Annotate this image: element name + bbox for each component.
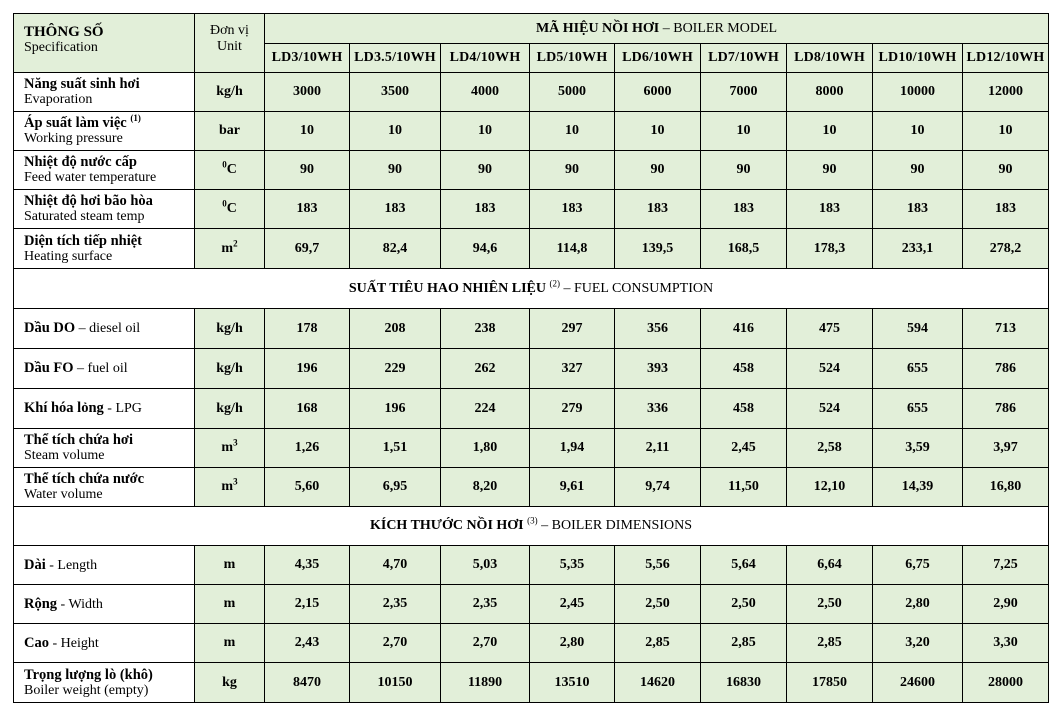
- value-cell: 2,50: [787, 585, 873, 624]
- model-header-vi: MÃ HIỆU NỒI HƠI: [535, 20, 660, 36]
- value-cell: 2,15: [265, 585, 350, 624]
- row-label-vi: [24, 471, 194, 487]
- section-dimensions: [14, 507, 1049, 546]
- unit-cell: [195, 73, 265, 112]
- value-cell: 238: [441, 309, 530, 349]
- unit-cell: [195, 112, 265, 151]
- unit-degree: 0: [222, 198, 227, 209]
- value-cell: 279: [530, 389, 615, 429]
- row-label-en: Saturated steam temp: [24, 209, 145, 224]
- unit-text: C: [226, 201, 237, 216]
- row-label-vi-text: Thể tích chứa nước: [24, 471, 145, 487]
- unit-cell: [195, 624, 265, 663]
- value-cell: 14,39: [873, 468, 963, 507]
- row-label: [14, 468, 195, 507]
- value-cell: 1,80: [441, 429, 530, 468]
- row-label-en: Evaporation: [24, 92, 93, 107]
- model-col-header: LD5/10WH: [530, 44, 615, 73]
- value-cell: 5,35: [530, 546, 615, 585]
- table-row: [14, 229, 1049, 269]
- value-cell: 233,1: [873, 229, 963, 269]
- model-header-en: – BOILER MODEL: [662, 20, 778, 36]
- value-cell: 1,51: [350, 429, 441, 468]
- row-label-vi: Rộng: [24, 595, 58, 612]
- value-cell: 90: [963, 151, 1049, 190]
- value-cell: 183: [963, 190, 1049, 229]
- value-cell: 1,94: [530, 429, 615, 468]
- value-cell: 3000: [265, 73, 350, 112]
- footnote-ref: (2): [549, 277, 560, 288]
- value-cell: 356: [615, 309, 701, 349]
- section-dimensions-cell: [14, 507, 1049, 546]
- row-label: [14, 546, 195, 585]
- value-cell: 475: [787, 309, 873, 349]
- value-cell: 183: [350, 190, 441, 229]
- value-cell: 655: [873, 349, 963, 389]
- table-row: [14, 73, 1049, 112]
- unit-cell: [195, 151, 265, 190]
- value-cell: 90: [350, 151, 441, 190]
- row-label-en: - Width: [60, 596, 103, 612]
- row-label-vi-text: Áp suất làm việc: [24, 115, 127, 131]
- row-label-en: Working pressure: [24, 131, 123, 146]
- row-label-vi: [24, 193, 194, 209]
- row-label-vi: Cao: [24, 634, 49, 651]
- value-cell: 5,56: [615, 546, 701, 585]
- value-cell: 14620: [615, 663, 701, 703]
- row-label-vi: [24, 76, 194, 92]
- value-cell: 393: [615, 349, 701, 389]
- unit-cell: [195, 190, 265, 229]
- row-label-en: - LPG: [107, 401, 142, 416]
- row-label: [14, 349, 195, 389]
- table-row: [14, 112, 1049, 151]
- value-cell: 183: [701, 190, 787, 229]
- row-label-vi: [24, 667, 194, 683]
- row-label-vi-text: Thể tích chứa hơi: [24, 432, 133, 448]
- value-cell: 5,03: [441, 546, 530, 585]
- row-label-vi: [24, 115, 194, 131]
- value-cell: 2,85: [701, 624, 787, 663]
- unit-cell: [195, 585, 265, 624]
- value-cell: 2,80: [873, 585, 963, 624]
- unit-degree: 0: [222, 159, 227, 170]
- value-cell: 2,11: [615, 429, 701, 468]
- value-cell: 178: [265, 309, 350, 349]
- model-col-header: LD12/10WH: [963, 44, 1049, 73]
- value-cell: 524: [787, 389, 873, 429]
- row-label-vi-text: Nhiệt độ nước cấp: [24, 154, 137, 170]
- value-cell: 12,10: [787, 468, 873, 507]
- value-cell: 297: [530, 309, 615, 349]
- value-cell: 786: [963, 349, 1049, 389]
- value-cell: 416: [701, 309, 787, 349]
- unit-text: bar: [219, 123, 240, 138]
- table-row: [14, 151, 1049, 190]
- value-cell: 2,85: [615, 624, 701, 663]
- row-label-en: Feed water temperature: [24, 170, 157, 185]
- row-label-vi-text: Năng suất sinh hơi: [24, 76, 140, 92]
- unit-cell: [195, 663, 265, 703]
- footnote-ref: (3): [527, 515, 538, 526]
- value-cell: 3,20: [873, 624, 963, 663]
- unit-text: m: [221, 240, 234, 256]
- model-col-header: LD7/10WH: [701, 44, 787, 73]
- value-cell: 183: [615, 190, 701, 229]
- table-body: [14, 14, 1049, 703]
- value-cell: 2,70: [441, 624, 530, 663]
- value-cell: 183: [873, 190, 963, 229]
- row-label-en: – diesel oil: [78, 321, 141, 336]
- value-cell: 2,85: [787, 624, 873, 663]
- value-cell: 183: [530, 190, 615, 229]
- value-cell: 8470: [265, 663, 350, 703]
- spec-header-vi: THÔNG SỐ: [24, 24, 104, 40]
- value-cell: 5000: [530, 73, 615, 112]
- value-cell: 90: [530, 151, 615, 190]
- value-cell: 2,43: [265, 624, 350, 663]
- row-label: [14, 624, 195, 663]
- row-label-vi: Dầu DO: [24, 320, 76, 336]
- value-cell: 9,74: [615, 468, 701, 507]
- value-cell: 458: [701, 349, 787, 389]
- value-cell: 90: [787, 151, 873, 190]
- value-cell: 10: [265, 112, 350, 151]
- table-row: [14, 585, 1049, 624]
- value-cell: 28000: [963, 663, 1049, 703]
- value-cell: 183: [787, 190, 873, 229]
- unit-cell: [195, 389, 265, 429]
- row-label: [14, 229, 195, 269]
- value-cell: 10: [615, 112, 701, 151]
- value-cell: 10: [350, 112, 441, 151]
- value-cell: 11,50: [701, 468, 787, 507]
- value-cell: 336: [615, 389, 701, 429]
- value-cell: 2,80: [530, 624, 615, 663]
- unit-text: kg/h: [216, 320, 243, 336]
- row-label: [14, 190, 195, 229]
- value-cell: 10: [441, 112, 530, 151]
- unit-text: kg: [222, 674, 237, 690]
- unit-exponent: 2: [233, 237, 238, 248]
- model-col-header: LD3/10WH: [265, 44, 350, 73]
- unit-text: kg/h: [216, 400, 243, 416]
- unit-text: m: [223, 635, 236, 650]
- value-cell: 10: [787, 112, 873, 151]
- model-header-cell: [265, 14, 1049, 44]
- value-cell: 7000: [701, 73, 787, 112]
- value-cell: 2,70: [350, 624, 441, 663]
- unit-cell: [195, 229, 265, 269]
- value-cell: 7,25: [963, 546, 1049, 585]
- value-cell: 278,2: [963, 229, 1049, 269]
- value-cell: 4000: [441, 73, 530, 112]
- value-cell: 10: [873, 112, 963, 151]
- model-col-header: LD3.5/10WH: [350, 44, 441, 73]
- unit-text: kg/h: [216, 84, 243, 99]
- unit-header-en: Unit: [217, 39, 242, 54]
- unit-text: m: [221, 440, 234, 455]
- value-cell: 10: [530, 112, 615, 151]
- row-label-en: – fuel oil: [77, 361, 128, 376]
- row-label-vi-text: Trọng lượng lò (khô): [24, 666, 153, 683]
- row-label-vi: [24, 432, 194, 448]
- value-cell: 168,5: [701, 229, 787, 269]
- value-cell: 10: [963, 112, 1049, 151]
- unit-cell: [195, 468, 265, 507]
- value-cell: 90: [701, 151, 787, 190]
- unit-text: C: [226, 162, 237, 177]
- value-cell: 10150: [350, 663, 441, 703]
- value-cell: 2,45: [530, 585, 615, 624]
- table-row: [14, 429, 1049, 468]
- row-label-vi-text: Nhiệt độ hơi bão hòa: [24, 193, 153, 209]
- value-cell: 196: [350, 389, 441, 429]
- row-label-en: Heating surface: [24, 248, 113, 264]
- section-fuel: [14, 269, 1049, 309]
- unit-cell: [195, 429, 265, 468]
- row-label-vi-text: Diện tích tiếp nhiệt: [24, 232, 143, 249]
- unit-cell: [195, 309, 265, 349]
- row-label: [14, 73, 195, 112]
- row-label-en: - Height: [52, 635, 99, 651]
- value-cell: 458: [701, 389, 787, 429]
- table-row: [14, 349, 1049, 389]
- value-cell: 594: [873, 309, 963, 349]
- value-cell: 82,4: [350, 229, 441, 269]
- value-cell: 6000: [615, 73, 701, 112]
- table-row: [14, 389, 1049, 429]
- row-label-en: Boiler weight (empty): [24, 682, 149, 698]
- value-cell: 524: [787, 349, 873, 389]
- value-cell: 2,50: [701, 585, 787, 624]
- row-label: [14, 585, 195, 624]
- table-row: [14, 190, 1049, 229]
- table-row: [14, 309, 1049, 349]
- value-cell: 5,60: [265, 468, 350, 507]
- row-label-vi: Dài: [24, 556, 46, 573]
- row-label-vi: [24, 154, 194, 170]
- value-cell: 24600: [873, 663, 963, 703]
- row-label: [14, 112, 195, 151]
- model-col-header: LD10/10WH: [873, 44, 963, 73]
- row-label: [14, 151, 195, 190]
- value-cell: 168: [265, 389, 350, 429]
- value-cell: 11890: [441, 663, 530, 703]
- value-cell: 2,50: [615, 585, 701, 624]
- unit-header-cell: [195, 14, 265, 73]
- value-cell: 139,5: [615, 229, 701, 269]
- unit-cell: [195, 546, 265, 585]
- value-cell: 713: [963, 309, 1049, 349]
- value-cell: 3,30: [963, 624, 1049, 663]
- value-cell: 183: [441, 190, 530, 229]
- table-row: [14, 468, 1049, 507]
- spec-header-cell: [14, 14, 195, 73]
- value-cell: 655: [873, 389, 963, 429]
- row-label-vi: Khí hóa lỏng: [24, 400, 104, 416]
- row-label-en: Water volume: [24, 487, 103, 502]
- unit-text: kg/h: [216, 360, 243, 376]
- unit-exponent: 3: [233, 437, 238, 448]
- value-cell: 90: [265, 151, 350, 190]
- value-cell: 12000: [963, 73, 1049, 112]
- table-row: [14, 663, 1049, 703]
- value-cell: 6,95: [350, 468, 441, 507]
- value-cell: 224: [441, 389, 530, 429]
- unit-text: m: [223, 596, 236, 611]
- model-col-header: LD4/10WH: [441, 44, 530, 73]
- unit-cell: [195, 349, 265, 389]
- value-cell: 10: [701, 112, 787, 151]
- value-cell: 327: [530, 349, 615, 389]
- value-cell: 2,45: [701, 429, 787, 468]
- value-cell: 786: [963, 389, 1049, 429]
- value-cell: 4,70: [350, 546, 441, 585]
- value-cell: 90: [615, 151, 701, 190]
- unit-header-vi: Đơn vị: [210, 23, 249, 38]
- row-label-en: Steam volume: [24, 448, 105, 463]
- section-fuel-en: – FUEL CONSUMPTION: [563, 280, 714, 296]
- value-cell: 1,26: [265, 429, 350, 468]
- value-cell: 262: [441, 349, 530, 389]
- value-cell: 8000: [787, 73, 873, 112]
- value-cell: 13510: [530, 663, 615, 703]
- value-cell: 3,59: [873, 429, 963, 468]
- unit-text: m: [221, 479, 234, 494]
- row-label: [14, 429, 195, 468]
- section-dimensions-en: – BOILER DIMENSIONS: [541, 518, 693, 533]
- value-cell: 2,35: [441, 585, 530, 624]
- table-row: [14, 624, 1049, 663]
- value-cell: 9,61: [530, 468, 615, 507]
- value-cell: 2,58: [787, 429, 873, 468]
- value-cell: 3500: [350, 73, 441, 112]
- section-dimensions-vi: KÍCH THƯỚC NỒI HƠI: [369, 518, 524, 533]
- row-label: [14, 309, 195, 349]
- value-cell: 17850: [787, 663, 873, 703]
- value-cell: 5,64: [701, 546, 787, 585]
- value-cell: 2,90: [963, 585, 1049, 624]
- value-cell: 229: [350, 349, 441, 389]
- row-label-en: - Length: [49, 557, 98, 573]
- value-cell: 4,35: [265, 546, 350, 585]
- spec-header-en: Specification: [24, 40, 98, 55]
- model-col-header: LD6/10WH: [615, 44, 701, 73]
- value-cell: 6,75: [873, 546, 963, 585]
- section-fuel-cell: [14, 269, 1049, 309]
- value-cell: 114,8: [530, 229, 615, 269]
- value-cell: 90: [873, 151, 963, 190]
- value-cell: 16,80: [963, 468, 1049, 507]
- value-cell: 8,20: [441, 468, 530, 507]
- value-cell: 10000: [873, 73, 963, 112]
- unit-exponent: 3: [233, 476, 238, 487]
- row-label: [14, 389, 195, 429]
- value-cell: 69,7: [265, 229, 350, 269]
- row-label: [14, 663, 195, 703]
- value-cell: 6,64: [787, 546, 873, 585]
- value-cell: 208: [350, 309, 441, 349]
- value-cell: 3,97: [963, 429, 1049, 468]
- value-cell: 178,3: [787, 229, 873, 269]
- value-cell: 16830: [701, 663, 787, 703]
- section-fuel-vi: SUẤT TIÊU HAO NHIÊN LIỆU: [348, 280, 546, 296]
- value-cell: 94,6: [441, 229, 530, 269]
- footnote-ref: (1): [130, 113, 141, 124]
- row-label-vi: [24, 233, 194, 249]
- value-cell: 2,35: [350, 585, 441, 624]
- value-cell: 183: [265, 190, 350, 229]
- value-cell: 196: [265, 349, 350, 389]
- table-row: [14, 546, 1049, 585]
- value-cell: 90: [441, 151, 530, 190]
- model-col-header: LD8/10WH: [787, 44, 873, 73]
- boiler-spec-table: [13, 13, 1049, 703]
- unit-text: m: [223, 557, 236, 572]
- row-label-vi: Dầu FO: [24, 360, 74, 376]
